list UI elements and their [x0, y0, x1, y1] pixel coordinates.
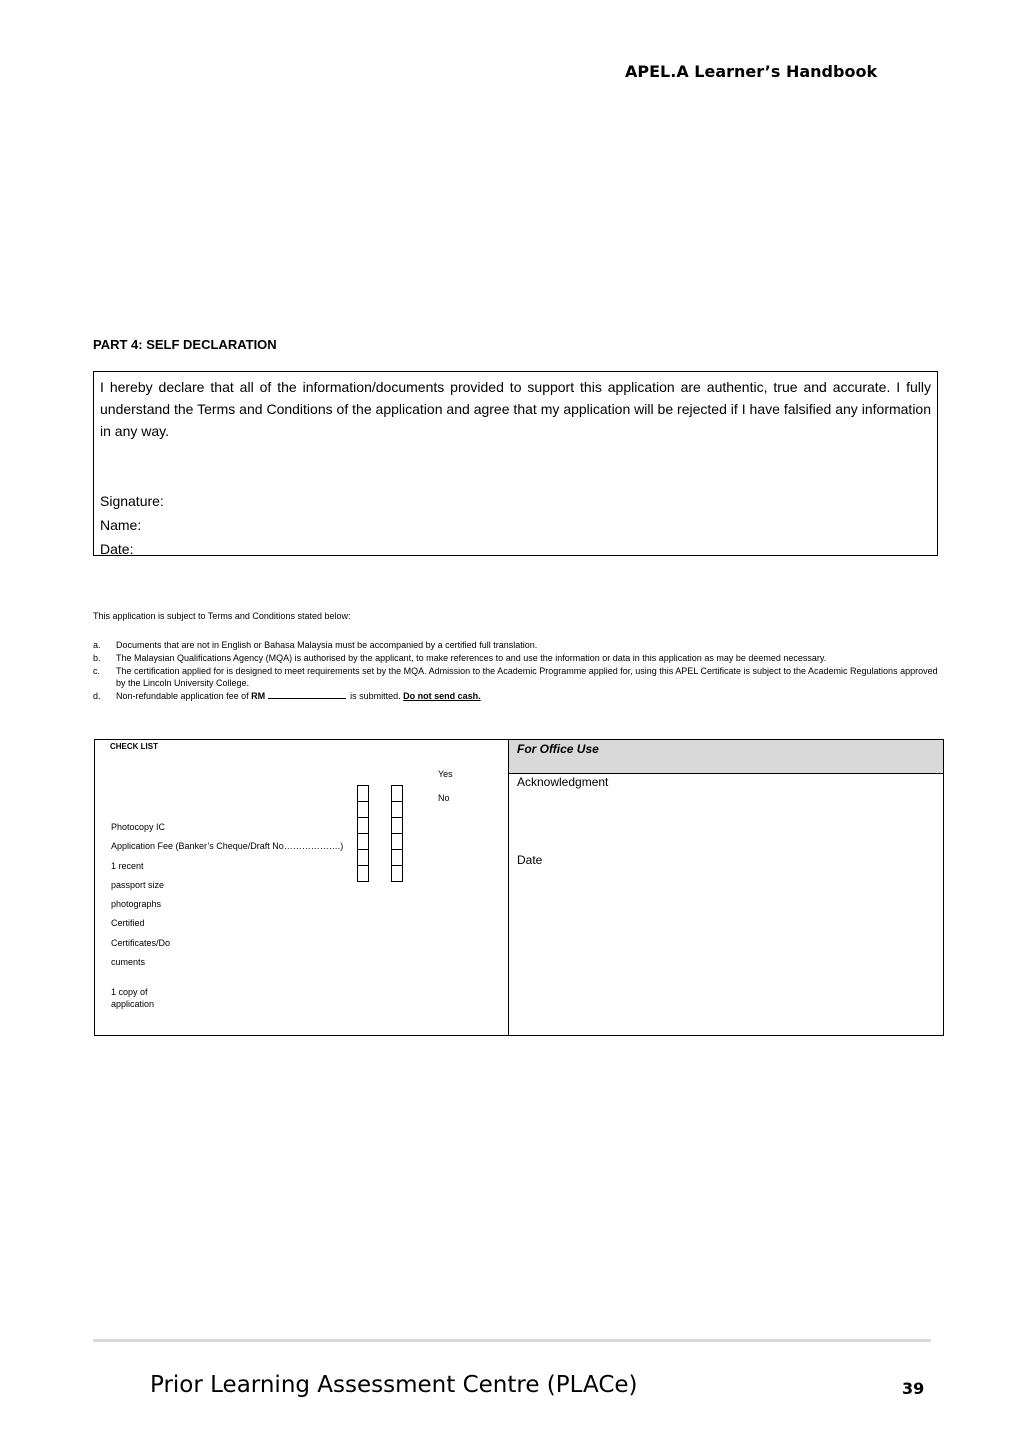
terms-item-text: Documents that are not in English or Bahasa Malaysia must be accompanied by a certified full translation. [116, 640, 538, 650]
terms-item [93, 690, 943, 703]
yes-checkbox-column [357, 785, 369, 882]
checkbox[interactable] [358, 833, 368, 849]
checklist-item: 1 recent [111, 860, 144, 871]
declaration-text: I hereby declare that all of the information/documents provided to support this application are authentic, true and accurate. I fully understand the Terms and Conditions of the application and agree that my application will be rejected if I have falsified any information in any way. [100, 379, 931, 439]
checklist-title: CHECK LIST [110, 742, 158, 751]
checklist-items [111, 822, 343, 1018]
terms-item [93, 652, 943, 665]
checklist-table [94, 739, 944, 1036]
terms-item-letter: d. [93, 691, 101, 702]
fee-amount-blank [268, 690, 346, 699]
terms-item-letter: b. [93, 652, 101, 663]
checklist-item: Certified [111, 918, 145, 929]
checklist-item: 1 copy of [111, 987, 148, 998]
terms-item-text: The certification applied for is designed to meet requirements set by the MQA. Admission to the Academic Programme applied for, using this APEL Certificate is subject to the Academic Regulations approved by the Lincoln University College. [116, 665, 938, 689]
office-use-column [509, 740, 943, 1035]
checklist-item: Photocopy IC [111, 822, 166, 832]
checkbox[interactable] [392, 801, 402, 817]
footer-title: Prior Learning Assessment Centre (PLACe) [150, 1372, 638, 1398]
page-number: 39 [902, 1379, 925, 1398]
checkbox[interactable] [358, 801, 368, 817]
no-label: No [438, 793, 450, 803]
signature-block [100, 489, 164, 561]
self-declaration-box [93, 371, 938, 556]
no-checkbox-column [391, 785, 403, 882]
checklist-item: application [111, 999, 155, 1010]
office-date-label: Date [517, 853, 543, 867]
footer-divider [93, 1339, 931, 1342]
terms-item [93, 665, 943, 691]
checklist-column [95, 740, 509, 1035]
checklist-item: photographs [111, 899, 162, 910]
fee-text-pre: Non-refundable application fee of [116, 691, 252, 702]
terms-item-letter: a. [93, 640, 101, 650]
office-use-heading: For Office Use [509, 740, 943, 774]
checklist-item: passport size [111, 879, 165, 890]
fee-currency: RM [251, 691, 266, 702]
checkbox[interactable] [358, 785, 368, 801]
checkbox[interactable] [358, 817, 368, 833]
checkbox[interactable] [392, 849, 402, 865]
checkbox[interactable] [358, 849, 368, 865]
acknowledgment-label: Acknowledgment [517, 775, 609, 789]
do-not-send-cash: Do not send cash. [403, 691, 481, 702]
name-label: Name: [100, 517, 142, 533]
checklist-item: Certificates/Do [111, 937, 171, 948]
handbook-title: APEL.A Learner’s Handbook [625, 62, 878, 81]
checkbox[interactable] [392, 785, 402, 801]
checkbox[interactable] [392, 817, 402, 833]
checkbox[interactable] [392, 833, 402, 849]
checklist-item: cuments [111, 957, 146, 968]
terms-list [93, 639, 943, 703]
terms-item-letter: c. [93, 665, 101, 676]
part4-heading: PART 4: SELF DECLARATION [93, 337, 277, 352]
checkbox[interactable] [358, 865, 368, 881]
fee-text-post: is submitted. [350, 691, 404, 702]
terms-intro: This application is subject to Terms and Conditions stated below: [93, 611, 351, 621]
checkbox[interactable] [392, 865, 402, 881]
checklist-item: Application Fee (Banker’s Cheque/Draft No……………….) [111, 841, 344, 852]
terms-item [93, 639, 943, 652]
signature-label: Signature: [100, 493, 164, 509]
yes-label: Yes [438, 769, 453, 779]
terms-item-text: The Malaysian Qualifications Agency (MQA) is authorised by the applicant, to make references to and use the information or data in this application as may be deemed necessary. [116, 652, 827, 663]
date-label: Date: [100, 541, 134, 557]
